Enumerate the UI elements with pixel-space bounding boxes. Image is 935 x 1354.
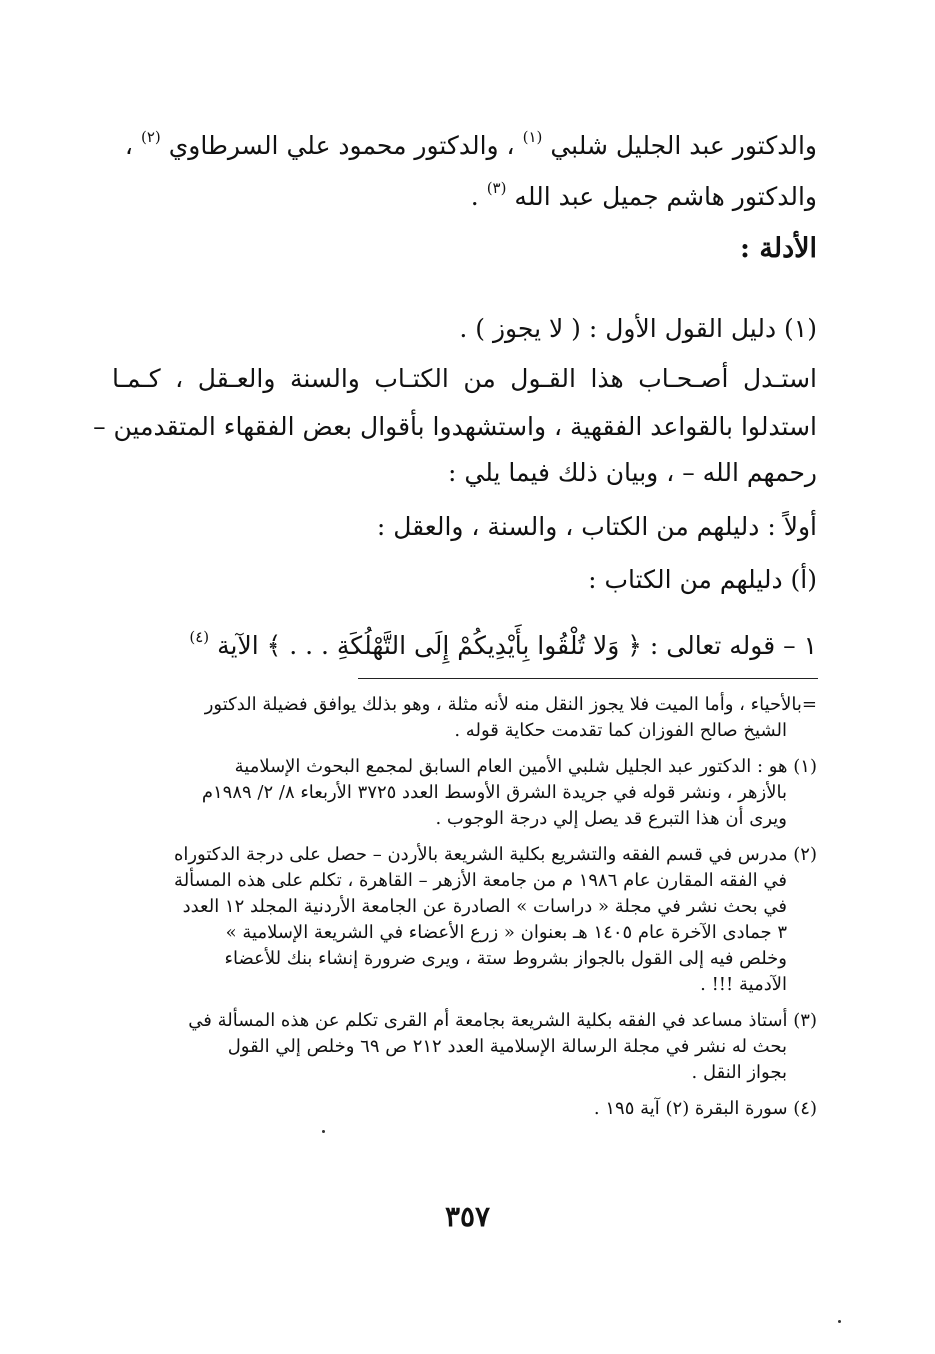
verse-text: ١ – قوله تعالى : ﴿ وَلا تُلْقُوا بِأَيْدِيكُمْ إِلَى التَّهْلُكَةِ . . . ﴾ الآية (217, 631, 817, 660)
body-text: والدكتور عبد الجليل شلبي (550, 131, 817, 160)
body-text: ، والدكتور محمود علي السرطاوي (168, 131, 515, 160)
footnote-2-line: في الفقه المقارن عام ١٩٨٦ م من جامعة الأزهر – القاهرة ، تكلم على هذه المسألة (174, 870, 787, 891)
footnote-continuation-line: الشيخ صالح الفوزان كما تقدمت حكاية قوله . (454, 720, 787, 741)
footnote-1-line: بالأزهر ، ونشر قوله في جريدة الشرق الأوسط العدد ٣٧٢٥ الأربعاء ٨/ ٢/ ١٩٨٩م (201, 782, 787, 803)
footnote-2-line: وخلص فيه إلى القول بالجواز بشروط ستة ، ويرى ضرورة إنشاء بنك للأعضاء (224, 948, 787, 969)
footnote-2-line: في بحث نشر في مجلة « دراسات » الصادرة عن الجامعة الأردنية المجلد ١٢ العدد (182, 896, 787, 917)
page-number: ٣٥٧ (444, 1200, 491, 1233)
footnote-3-line: بجواز النقل . (691, 1062, 787, 1083)
scan-speck (838, 1320, 841, 1323)
body-line-2 (112, 171, 817, 214)
scan-speck (322, 1130, 325, 1133)
body-text: والدكتور هاشم جميل عبد الله (514, 182, 817, 211)
footnote-2-line: الآدمية !!! . (700, 974, 787, 995)
footnote-1-line: ويرى أن هذا التبرع قد يصل إلي درجة الوجوب . (435, 808, 787, 829)
footnote-ref-2: (٢) (140, 128, 161, 146)
footnote-2-line: (٢) مدرس في قسم الفقه والتشريع بكلية الشريعة بالأردن – حصل على درجة الدكتوراه (173, 844, 817, 865)
footnote-4-line: (٤) سورة البقرة (٢) آية ١٩٥ . (593, 1098, 817, 1119)
first-point-heading: أولاً : دليلهم من الكتاب ، والسنة ، والعقل : (376, 512, 817, 541)
footnote-ref-1: (١) (522, 128, 543, 146)
body-text: ، (124, 131, 133, 160)
footnote-1-line: (١) هو : الدكتور عبد الجليل شلبي الأمين العام السابق لمجمع البحوث الإسلامية (234, 756, 817, 777)
footnote-3-line: بحث له نشر في مجلة الرسالة الإسلامية العدد ٢١٢ ص ٦٩ وخلص إلي القول (227, 1036, 787, 1057)
proof-title: (١) دليل القول الأول : ( لا يجوز ) . (459, 314, 817, 343)
paragraph-line-3: رحمهم الله – ، وبيان ذلك فيما يلي : (448, 458, 817, 487)
paragraph-line-2: استدلوا بالقواعد الفقهية ، واستشهدوا بأقوال بعض الفقهاء المتقدمين – (93, 412, 817, 441)
verse-line (112, 620, 817, 663)
sub-heading-a: (أ) دليلهم من الكتاب : (588, 565, 817, 594)
body-text: . (470, 182, 479, 211)
footnote-continuation-line: =بالأحياء ، وأما الميت فلا يجوز النقل منه لأنه مثلة ، وهو بذلك يوافق فضيلة الدكتور (204, 694, 817, 715)
body-line-1 (112, 120, 817, 163)
footnote-ref-4: (٤) (189, 628, 210, 646)
footnote-ref-3: (٣) (486, 179, 507, 197)
paragraph-line-1: استـدل أصـحـاب هذا القـول من الكتـاب والسنة والعـقل ، كـمـا (112, 364, 817, 393)
footnote-2-line: ٣ جمادى الآخرة عام ١٤٠٥ هـ بعنوان « زرع الأعضاء في الشريعة الإسلامية » (225, 922, 787, 943)
footnote-separator (358, 678, 818, 679)
section-heading: الأدلة : (740, 233, 817, 264)
footnote-3-line: (٣) أستاذ مساعد في الفقه بكلية الشريعة بجامعة أم القرى تكلم عن هذه المسألة في (188, 1010, 817, 1031)
